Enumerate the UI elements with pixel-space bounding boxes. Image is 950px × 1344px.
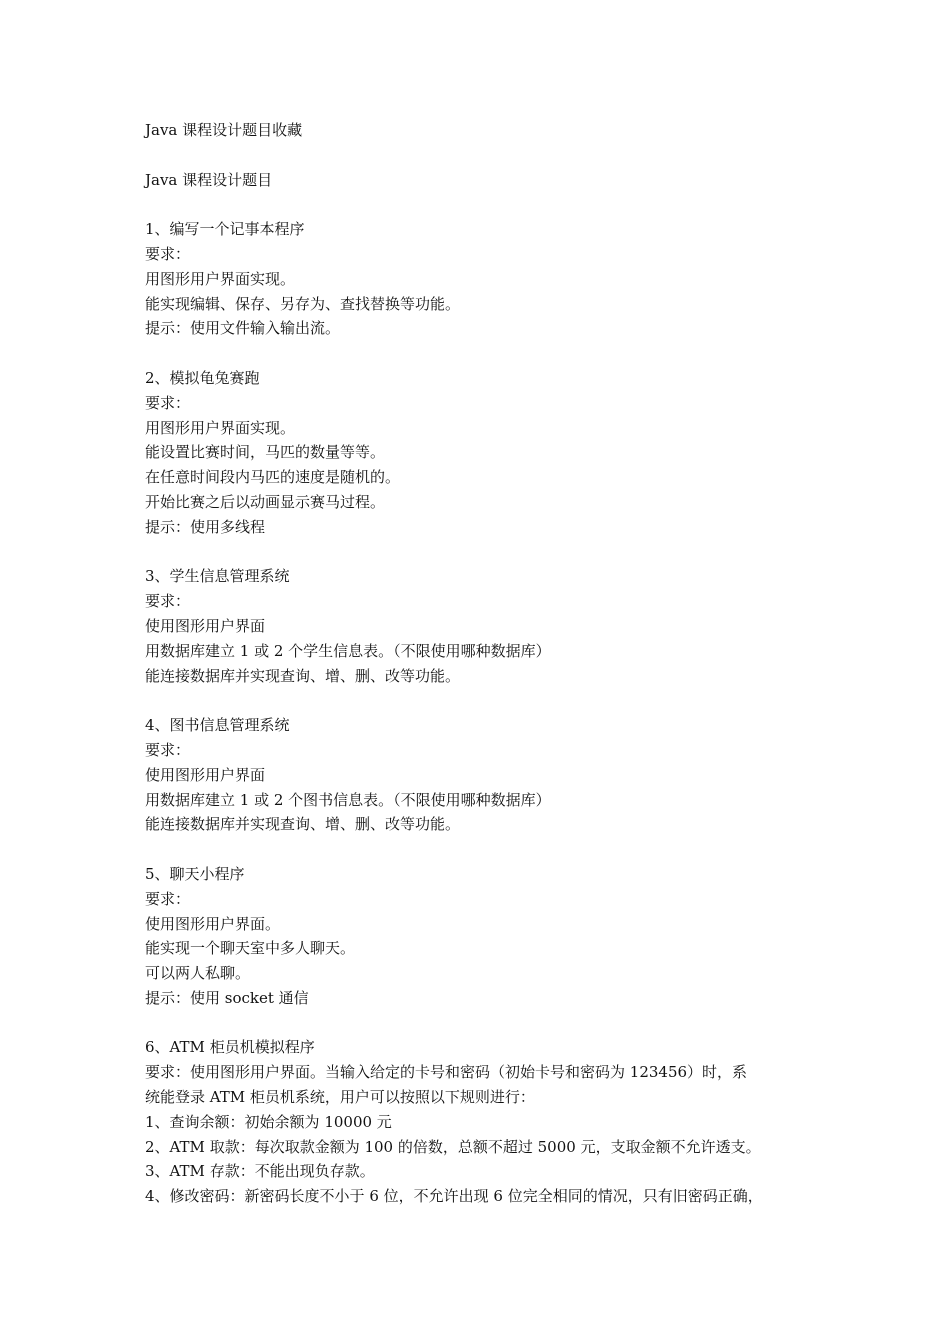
- section-library-system: [145, 713, 825, 837]
- blank-line: [145, 341, 825, 366]
- section-heading: 2、模拟龟兔赛跑: [145, 368, 260, 387]
- section-line: 开始比赛之后以动画显示赛马过程。: [145, 492, 386, 511]
- section-atm: [145, 1035, 825, 1209]
- section-chat: [145, 862, 825, 1011]
- section-heading: 6、ATM 柜员机模拟程序: [145, 1038, 315, 1057]
- section-line: 能实现一个聊天室中多人聊天。: [145, 939, 356, 958]
- section-line: 使用图形用户界面: [145, 616, 266, 635]
- section-heading: 1、编写一个记事本程序: [145, 220, 305, 239]
- section-line: 用图形用户界面实现。: [145, 269, 296, 288]
- section-line: 提示：使用文件输入输出流。: [145, 319, 341, 338]
- section-student-system: [145, 564, 825, 688]
- section-line: 要求：: [145, 244, 191, 263]
- section-line: 2、ATM 取款：每次取款金额为 100 的倍数，总额不超过 5000 元，支取金额不允许透支。: [145, 1137, 761, 1156]
- document-title: Java 课程设计题目收藏: [145, 121, 303, 139]
- document-subtitle: Java 课程设计题目: [145, 170, 273, 189]
- section-line: 能实现编辑、保存、另存为、查找替换等功能。: [145, 294, 461, 313]
- section-line: 用数据库建立 1 或 2 个图书信息表。（不限使用哪种数据库）: [145, 790, 551, 809]
- document-page: [145, 118, 825, 1209]
- section-line: 使用图形用户界面。: [145, 914, 281, 933]
- section-line: 统能登录 ATM 柜员机系统，用户可以按照以下规则进行：: [145, 1088, 535, 1107]
- blank-line: [145, 837, 825, 862]
- section-line: 可以两人私聊。: [145, 964, 251, 983]
- section-notepad: [145, 217, 825, 341]
- blank-line: [145, 143, 825, 168]
- blank-line: [145, 540, 825, 565]
- section-heading: 3、学生信息管理系统: [145, 567, 290, 586]
- section-line: 要求：使用图形用户界面。当输入给定的卡号和密码（初始卡号和密码为 123456）时，系: [145, 1063, 748, 1082]
- section-heading: 5、聊天小程序: [145, 864, 245, 883]
- section-line: 4、修改密码：新密码长度不小于 6 位，不允许出现 6 位完全相同的情况，只有旧密码正确，: [145, 1187, 763, 1206]
- section-race: [145, 366, 825, 540]
- section-line: 使用图形用户界面: [145, 765, 266, 784]
- section-line: 能连接数据库并实现查询、增、删、改等功能。: [145, 666, 461, 685]
- section-line: 提示：使用多线程: [145, 517, 266, 536]
- section-line: 要求：: [145, 740, 191, 759]
- section-line: 提示：使用 socket 通信: [145, 988, 309, 1007]
- section-heading: 4、图书信息管理系统: [145, 716, 290, 735]
- section-line: 3、ATM 存款：不能出现负存款。: [145, 1162, 375, 1181]
- section-line: 要求：: [145, 889, 191, 908]
- section-line: 用数据库建立 1 或 2 个学生信息表。（不限使用哪种数据库）: [145, 641, 551, 660]
- section-line: 能连接数据库并实现查询、增、删、改等功能。: [145, 815, 461, 834]
- section-line: 在任意时间段内马匹的速度是随机的。: [145, 468, 401, 487]
- blank-line: [145, 688, 825, 713]
- section-line: 用图形用户界面实现。: [145, 418, 296, 437]
- blank-line: [145, 1011, 825, 1036]
- section-line: 要求：: [145, 393, 191, 412]
- blank-line: [145, 192, 825, 217]
- section-line: 能设置比赛时间，马匹的数量等等。: [145, 443, 386, 462]
- section-line: 要求：: [145, 592, 191, 611]
- section-line: 1、查询余额：初始余额为 10000 元: [145, 1112, 392, 1131]
